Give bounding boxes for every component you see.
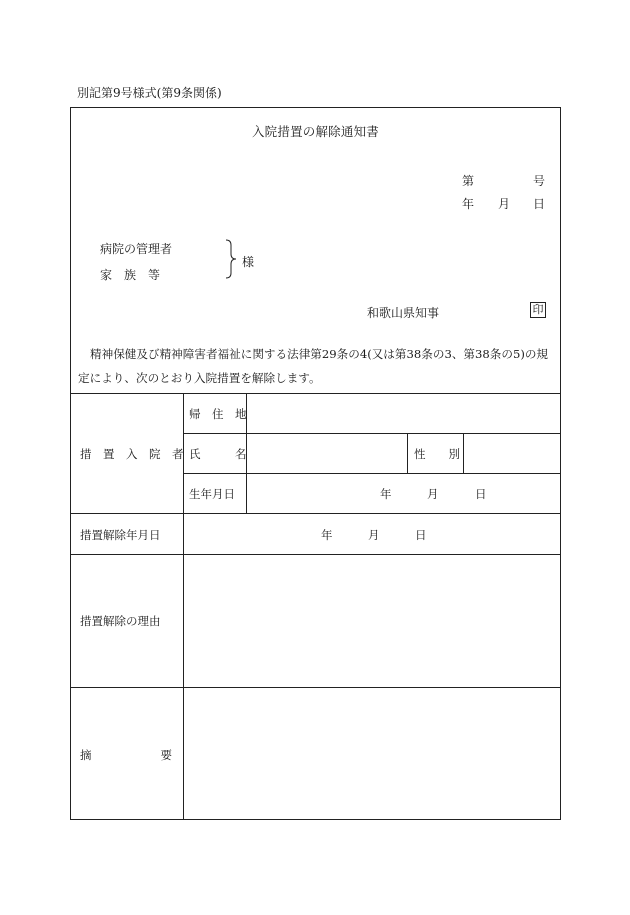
- release-year: 年: [321, 528, 333, 542]
- notice-body-text: 精神保健及び精神障害者福祉に関する法律第29条の4(又は第38条の3、第38条の5)の規定により、次のとおり入院措置を解除します。: [78, 347, 549, 385]
- header-month: 月: [498, 197, 511, 211]
- recipient-honorific: 様: [242, 255, 255, 269]
- form-caption: 別記第9号様式(第9条関係): [77, 86, 222, 100]
- residence-label: 帰 住 地: [189, 407, 247, 421]
- number-go: 号: [533, 174, 546, 188]
- residence-field[interactable]: [247, 394, 560, 432]
- divider-line: [70, 513, 561, 514]
- recipient-family: 家 族 等: [100, 268, 161, 282]
- header-day: 日: [533, 197, 546, 211]
- divider-line: [183, 473, 561, 474]
- release-day: 日: [415, 528, 427, 542]
- birth-year: 年: [380, 487, 392, 501]
- form-title: 入院措置の解除通知書: [251, 124, 379, 139]
- remarks-label: 摘 要: [80, 748, 172, 762]
- recipient-hospital-manager: 病院の管理者: [100, 242, 173, 256]
- divider-line: [407, 433, 408, 473]
- release-reason-field[interactable]: [184, 555, 560, 686]
- release-date-label: 措置解除年月日: [80, 528, 161, 542]
- issuer-name: 和歌山県知事: [367, 306, 440, 320]
- release-reason-label: 措置解除の理由: [80, 614, 161, 628]
- birth-day: 日: [475, 487, 487, 501]
- patient-label: 措 置 入 院 者: [80, 447, 184, 461]
- release-month: 月: [368, 528, 380, 542]
- sex-field[interactable]: [464, 434, 560, 472]
- brace-icon: [224, 239, 238, 279]
- name-label: 氏 名: [189, 447, 247, 461]
- birth-date-label: 生年月日: [189, 487, 235, 501]
- header-year: 年: [462, 197, 475, 211]
- remarks-field[interactable]: [184, 688, 560, 819]
- seal-mark: 印: [530, 302, 546, 318]
- sex-label: 性 別: [414, 447, 460, 461]
- name-field[interactable]: [247, 434, 406, 472]
- birth-month: 月: [427, 487, 439, 501]
- number-dai: 第: [462, 174, 475, 188]
